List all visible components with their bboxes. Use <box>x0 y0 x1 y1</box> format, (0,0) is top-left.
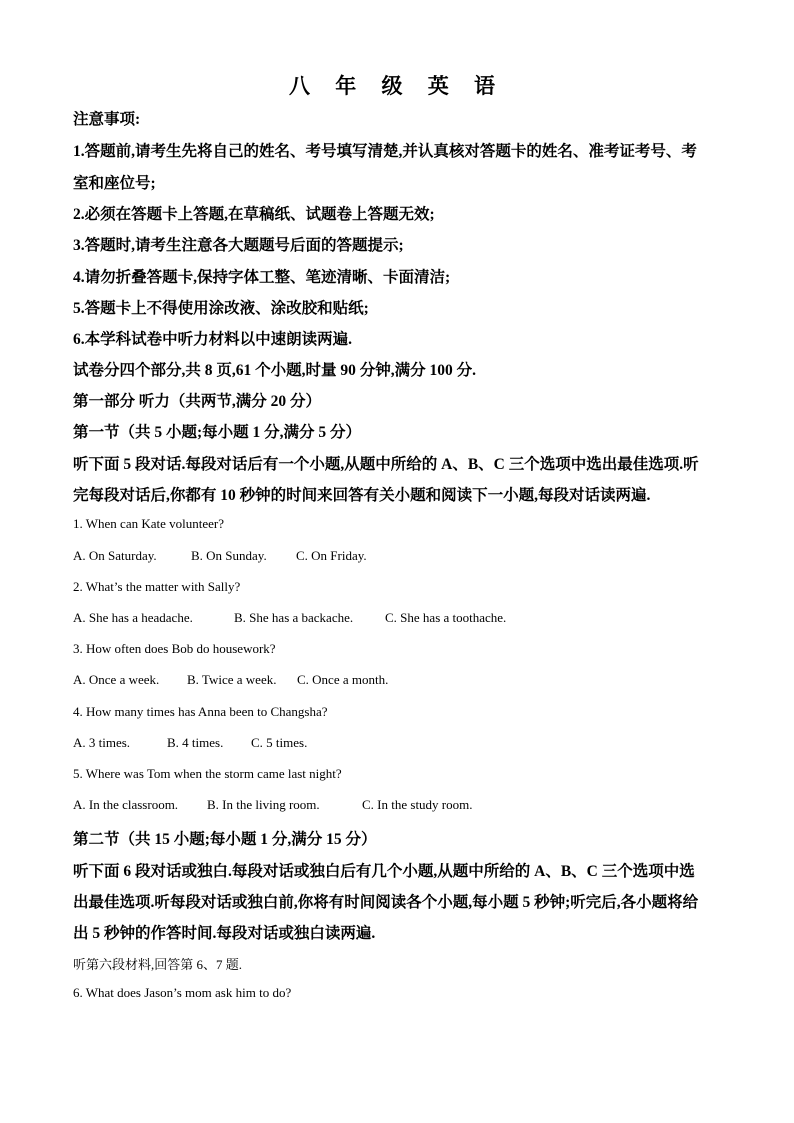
option-b: B. 4 times. <box>167 735 224 750</box>
option-a: A. 3 times. <box>73 735 131 750</box>
section2-instructions: 出 5 秒钟的作答时间.每段对话或独白读两遍. <box>73 925 376 942</box>
notice-line: 3.答题时,请考生注意各大题题号后面的答题提示; <box>73 237 404 254</box>
notice-line: 室和座位号; <box>73 175 156 192</box>
question-text: 1. When can Kate volunteer? <box>73 516 224 531</box>
section2-instructions: 出最佳选项.听每段对话或独白前,你将有时间阅读各个小题,每小题 5 秒钟;听完后,各小题将给 <box>73 894 699 911</box>
question-text: 3. How often does Bob do housework? <box>73 641 276 656</box>
option-c: C. In the study room. <box>362 797 473 812</box>
question-options <box>73 797 473 813</box>
option-c: C. Once a month. <box>297 672 389 687</box>
section2-instructions: 听下面 6 段对话或独白.每段对话或独白后有几个小题,从题中所给的 A、B、C 三个选项中选 <box>73 863 695 880</box>
notice-line: 2.必须在答题卡上答题,在草稿纸、试题卷上答题无效; <box>73 206 435 223</box>
question-options <box>73 735 307 751</box>
option-a: A. She has a headache. <box>73 610 193 625</box>
question-options <box>73 548 367 564</box>
option-c: C. 5 times. <box>251 735 308 750</box>
part1-heading: 第一部分 听力（共两节,满分 20 分） <box>73 393 322 410</box>
page-title: 八 年 级 英 语 <box>289 74 505 98</box>
question-text: 2. What’s the matter with Sally? <box>73 579 241 594</box>
option-a: A. In the classroom. <box>73 797 179 812</box>
question-options <box>73 672 388 688</box>
option-b: B. Twice a week. <box>187 672 277 687</box>
option-c: C. She has a toothache. <box>385 610 507 625</box>
question-text: 5. Where was Tom when the storm came last night? <box>73 766 342 781</box>
option-c: C. On Friday. <box>296 548 367 563</box>
section2-heading: 第二节（共 15 小题;每小题 1 分,满分 15 分） <box>73 831 377 848</box>
option-b: B. In the living room. <box>207 797 320 812</box>
question-text: 6. What does Jason’s mom ask him to do? <box>73 985 292 1000</box>
option-a: A. Once a week. <box>73 672 160 687</box>
section1-instructions: 完每段对话后,你都有 10 秒钟的时间来回答有关小题和阅读下一小题,每段对话读两遍. <box>73 487 651 504</box>
notice-line: 5.答题卡上不得使用涂改液、涂改胶和贴纸; <box>73 300 369 317</box>
notice-heading: 注意事项: <box>73 111 141 128</box>
notice-line: 6.本学科试卷中听力材料以中速朗读两遍. <box>73 331 353 348</box>
option-a: A. On Saturday. <box>73 548 157 563</box>
section1-instructions: 听下面 5 段对话.每段对话后有一个小题,从题中所给的 A、B、C 三个选项中选出最佳选项.听 <box>73 456 699 473</box>
notice-line: 1.答题前,请考生先将自己的姓名、考号填写清楚,并认真核对答题卡的姓名、准考证考号、考 <box>73 143 697 160</box>
material-note: 听第六段材料,回答第 6、7 题. <box>73 957 243 972</box>
paper-info: 试卷分四个部分,共 8 页,61 个小题,时量 90 分钟,满分 100 分. <box>73 362 477 379</box>
option-b: B. On Sunday. <box>191 548 267 563</box>
question-options <box>73 610 506 626</box>
section1-heading: 第一节（共 5 小题;每小题 1 分,满分 5 分） <box>73 424 362 441</box>
option-b: B. She has a backache. <box>234 610 354 625</box>
question-text: 4. How many times has Anna been to Changsha? <box>73 704 328 719</box>
notice-line: 4.请勿折叠答题卡,保持字体工整、笔迹清晰、卡面清洁; <box>73 269 451 286</box>
